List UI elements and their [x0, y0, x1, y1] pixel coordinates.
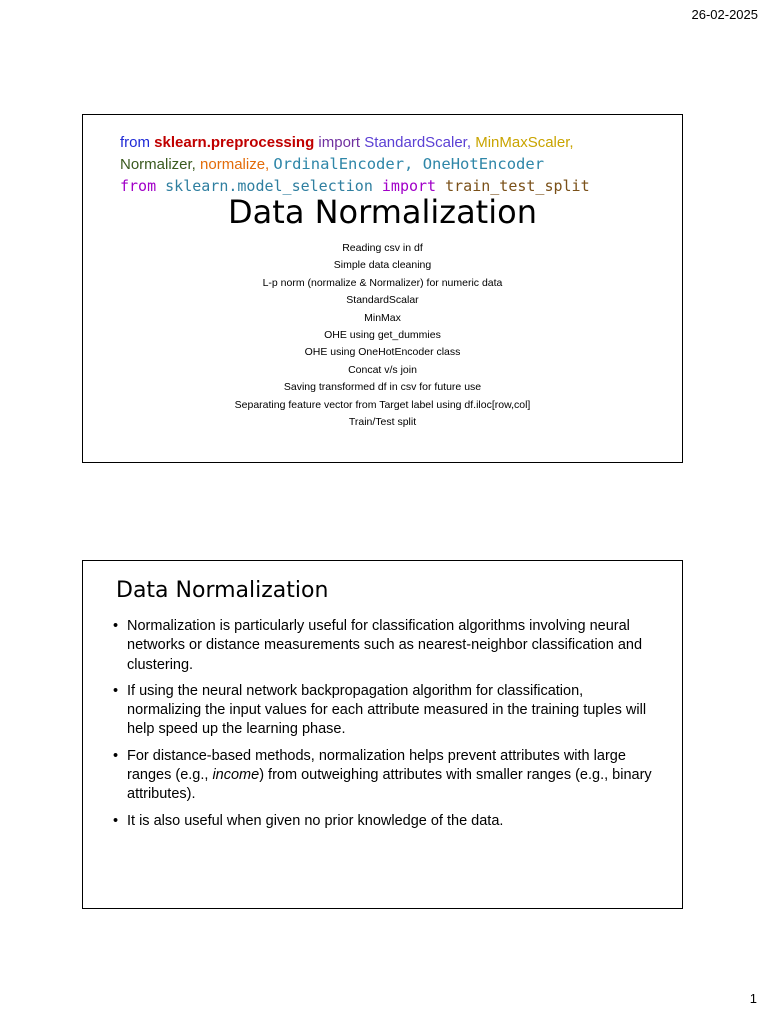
code-line-1 — [120, 133, 680, 153]
slide-2 — [82, 560, 683, 909]
topic-item: OHE using OneHotEncoder class — [304, 346, 461, 359]
bullet-text-after: ) from outweighing attributes with smaller ranges (e.g., binary attributes). — [127, 767, 652, 803]
standardscaler-name: StandardScaler, — [364, 134, 472, 151]
page-number: 1 — [749, 991, 757, 1006]
bullet-item: • It is also useful when given no prior knowledge of the data. — [113, 812, 658, 831]
keyword-from-2: from — [120, 177, 157, 195]
topic-item: L-p norm (normalize & Normalizer) for numeric data — [262, 276, 503, 289]
topic-item: OHE using get_dummies — [324, 329, 441, 342]
encoders-name: OrdinalEncoder, OneHotEncoder — [273, 155, 545, 173]
module-sklearn: sklearn. — [165, 177, 238, 195]
topic-item: Concat v/s join — [348, 363, 417, 376]
slide-1-title: Data Normalization — [228, 193, 537, 231]
keyword-from: from — [120, 134, 150, 151]
topic-item: Train/Test split — [348, 416, 417, 429]
page-date: 26-02-2025 — [691, 7, 758, 22]
normalizer-name: Normalizer, — [120, 156, 196, 173]
keyword-import: import — [318, 134, 361, 151]
slide-2-title: Data Normalization — [116, 578, 329, 603]
train-test-split-name: train_test_split — [445, 177, 590, 195]
minmaxscaler-name: MinMaxScaler, — [475, 134, 574, 151]
italic-income: income — [212, 767, 260, 784]
bullet-item — [113, 747, 658, 805]
topic-item: Saving transformed df in csv for future use — [283, 381, 482, 394]
normalize-name: normalize, — [200, 156, 270, 173]
topic-item: Separating feature vector from Target label using df.iloc[row,col] — [234, 398, 531, 411]
topic-item: Simple data cleaning — [333, 259, 432, 272]
slide-1 — [82, 114, 683, 463]
module-model-selection: model_selection — [237, 177, 373, 195]
topic-item: StandardScalar — [346, 294, 419, 307]
bullet-text-before: For distance-based methods, normalization helps prevent attributes with large ranges (e.g., — [127, 747, 626, 784]
module-name: sklearn.preprocessing — [154, 134, 315, 151]
topic-item: Reading csv in df — [342, 242, 423, 254]
bullet-item: • If using the neural network backpropagation algorithm for classification, normalizing the input values for each attribute measured in the training tuples will help speed up the learning phase. — [113, 682, 658, 740]
bullet-item: • Normalization is particularly useful for classification algorithms involving neural networks or distance measurements such as nearest-neighbor classification and clustering. — [113, 617, 658, 675]
code-line-2 — [120, 153, 680, 175]
topic-item: MinMax — [364, 311, 401, 324]
bullet-list — [113, 617, 658, 838]
topics-list — [83, 240, 682, 431]
keyword-import-2: import — [381, 177, 437, 195]
import-code-block — [120, 133, 680, 197]
